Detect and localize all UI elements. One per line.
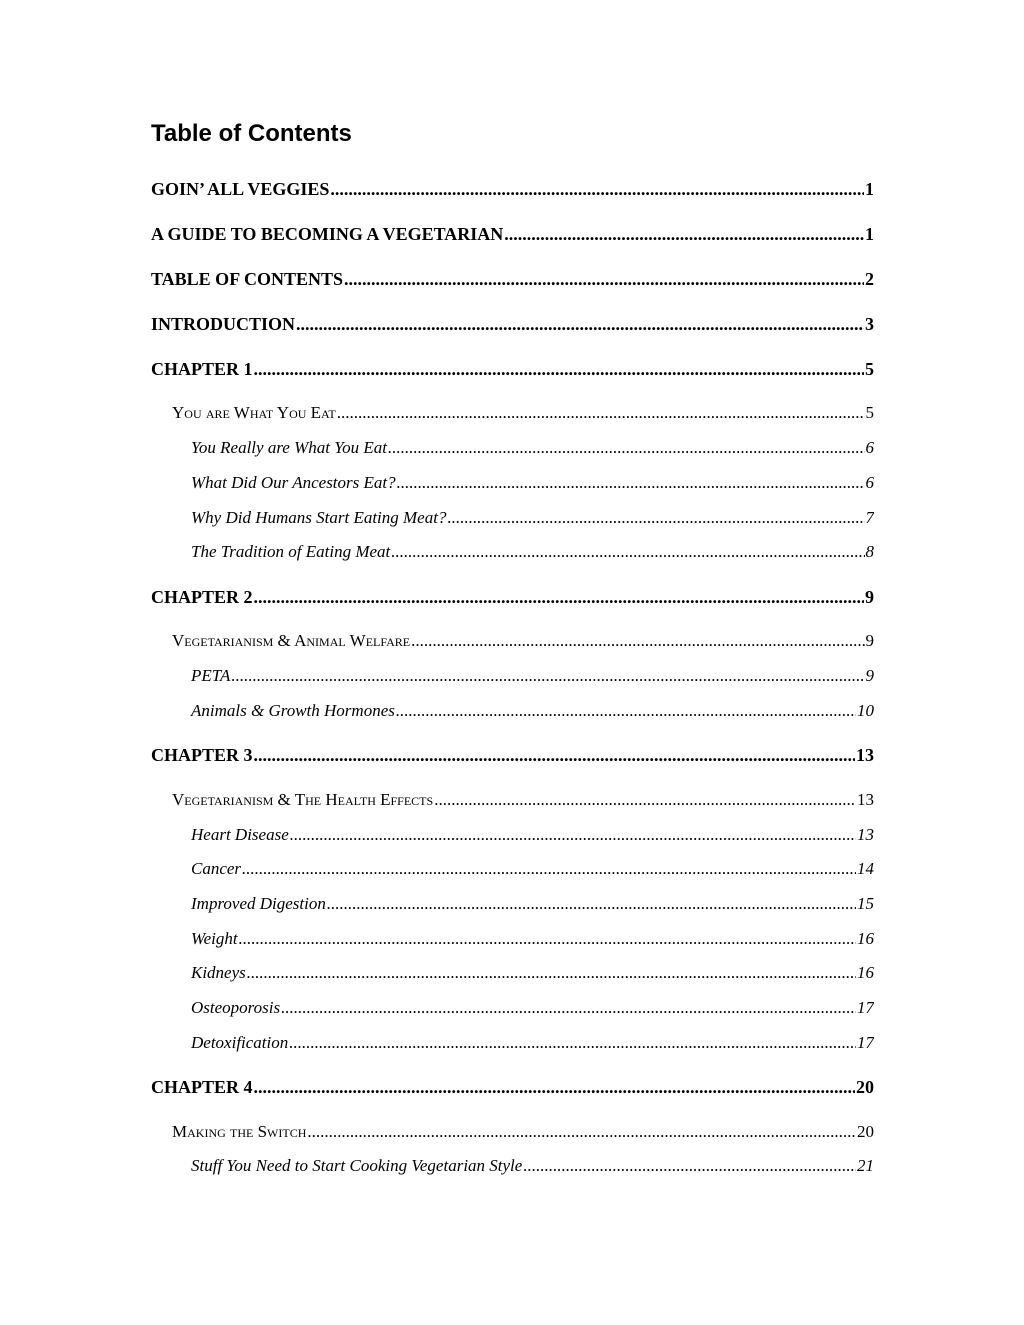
toc-entry-label: Kidneys [191,963,246,982]
toc-entry-page-number: 21 [857,1156,874,1175]
toc-dot-leader [290,824,856,846]
toc-entry[interactable] [0,268,874,290]
toc-entry-label: Vegetarianism & The Health Effects [172,790,434,809]
toc-entry-page-number: 14 [857,859,874,878]
toc-dot-leader [242,858,856,880]
toc-entry-page-number: 1 [865,224,874,244]
toc-entry-page-number: 8 [865,542,874,561]
toc-entry-page-number: 7 [865,508,874,527]
toc-entry[interactable] [0,358,874,380]
toc-entry-label: You are What You Eat [172,403,336,422]
toc-entry-page-number: 20 [856,1077,874,1097]
toc-entry-label: Animals & Growth Hormones [191,701,395,720]
toc-entry[interactable] [0,997,874,1019]
toc-entry-page-number: 5 [865,359,874,379]
toc-entry[interactable] [0,402,874,424]
toc-entry-page-number: 5 [865,403,874,422]
toc-entry[interactable] [0,665,874,687]
toc-entry[interactable] [0,744,874,766]
toc-entry-page-number: 13 [857,790,874,809]
toc-entry[interactable] [0,962,874,984]
toc-entry-label: A GUIDE TO BECOMING A VEGETARIAN [151,224,504,244]
toc-entry-label: PETA [191,666,231,685]
toc-dot-leader [523,1155,856,1177]
toc-entry-label: CHAPTER 3 [151,745,253,765]
toc-dot-leader [307,1121,856,1143]
toc-dot-leader [504,223,864,245]
toc-entry-page-number: 9 [865,666,874,685]
toc-entry-page-number: 13 [856,745,874,765]
toc-entry-label: Vegetarianism & Animal Welfare [172,631,411,650]
toc-entry[interactable] [0,178,874,200]
toc-entry-label: You Really are What You Eat [191,438,387,457]
toc-dot-leader [327,893,856,915]
toc-entry-page-number: 16 [857,929,874,948]
toc-entry-page-number: 20 [857,1122,874,1141]
toc-entry[interactable] [0,586,874,608]
toc-entry-label: Heart Disease [191,825,289,844]
toc-dot-leader [254,358,864,380]
toc-entry[interactable] [0,789,874,811]
toc-entry[interactable] [0,472,874,494]
toc-entry[interactable] [0,1155,874,1177]
toc-dot-leader [344,268,864,290]
toc-dot-leader [247,962,856,984]
toc-dot-leader [231,665,864,687]
toc-dot-leader [254,586,864,608]
toc-entry-page-number: 1 [865,179,874,199]
toc-dot-leader [411,630,864,652]
toc-entry-page-number: 9 [865,631,874,650]
toc-entry-label: Weight [191,929,238,948]
toc-dot-leader [296,313,864,335]
toc-entry[interactable] [0,1032,874,1054]
toc-entry-label: The Tradition of Eating Meat [191,542,391,561]
toc-entry-label: CHAPTER 4 [151,1077,253,1097]
toc-entry[interactable] [0,313,874,335]
toc-entry[interactable] [0,1121,874,1143]
toc-entry-label: Cancer [191,859,242,878]
page-title: Table of Contents [151,120,352,147]
toc-entry[interactable] [0,858,874,880]
toc-entry-label: Stuff You Need to Start Cooking Vegetarian Style [191,1156,523,1175]
toc-entry-label: Detoxification [191,1033,289,1052]
toc-entry-label: Making the Switch [172,1122,307,1141]
toc-entry-page-number: 17 [857,1033,874,1052]
toc-entry-label: CHAPTER 1 [151,359,253,379]
toc-entry-page-number: 9 [865,587,874,607]
toc-entry[interactable] [0,700,874,722]
toc-entry[interactable] [0,541,874,563]
toc-dot-leader [397,472,865,494]
toc-entry-page-number: 6 [865,473,874,492]
toc-entry-label: Why Did Humans Start Eating Meat? [191,508,447,527]
toc-entry-label: CHAPTER 2 [151,587,253,607]
toc-entry-page-number: 13 [857,825,874,844]
toc-entry[interactable] [0,223,874,245]
toc-dot-leader [388,437,865,459]
toc-dot-leader [330,178,864,200]
toc-dot-leader [289,1032,856,1054]
toc-entry[interactable] [0,1076,874,1098]
toc-entry-page-number: 3 [865,314,874,334]
toc-entry[interactable] [0,507,874,529]
toc-entry-page-number: 6 [865,438,874,457]
toc-entry-page-number: 17 [857,998,874,1017]
toc-dot-leader [396,700,856,722]
toc-entry[interactable] [0,928,874,950]
toc-dot-leader [254,1076,855,1098]
toc-dot-leader [254,744,855,766]
toc-dot-leader [447,507,864,529]
toc-entry-label: GOIN’ ALL VEGGIES [151,179,330,199]
toc-dot-leader [391,541,864,563]
toc-dot-leader [434,789,856,811]
toc-entry-label: What Did Our Ancestors Eat? [191,473,396,492]
toc-entry-page-number: 16 [857,963,874,982]
toc-dot-leader [281,997,856,1019]
toc-entry-label: INTRODUCTION [151,314,296,334]
toc-entry-label: Osteoporosis [191,998,281,1017]
toc-entry-page-number: 2 [865,269,874,289]
toc-entry[interactable] [0,824,874,846]
toc-entry[interactable] [0,630,874,652]
toc-dot-leader [239,928,856,950]
toc-entry-label: TABLE OF CONTENTS [151,269,344,289]
toc-entry-page-number: 10 [857,701,874,720]
toc-entry[interactable] [0,893,874,915]
toc-entry[interactable] [0,437,874,459]
toc-dot-leader [337,402,865,424]
toc-entry-label: Improved Digestion [191,894,326,913]
toc-entry-page-number: 15 [857,894,874,913]
